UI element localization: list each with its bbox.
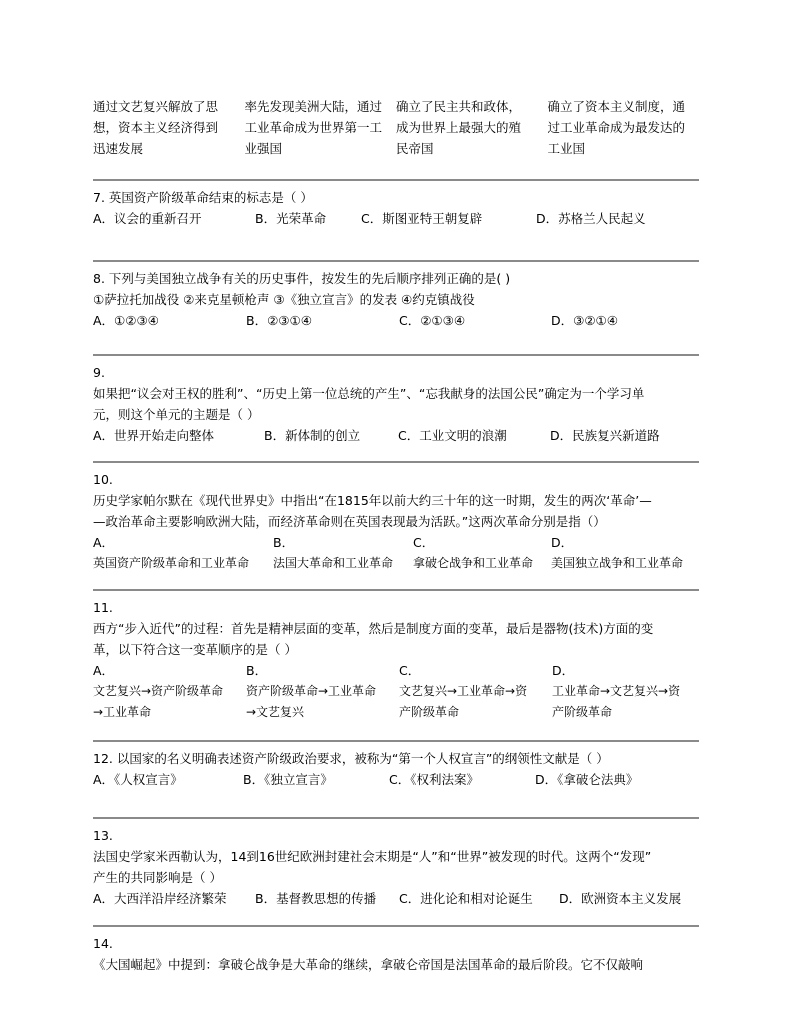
option-b[interactable]: B．新体制的创立 xyxy=(264,428,361,443)
options-row xyxy=(93,681,699,723)
option-line: 文艺复兴→工业革命→资 xyxy=(399,684,528,698)
option-letters-row xyxy=(93,532,699,553)
option-d-letter[interactable]: D． xyxy=(552,663,575,678)
prev-question-options xyxy=(93,96,699,166)
option-d[interactable] xyxy=(552,681,680,723)
option-line: 成为世界上最强大的殖 xyxy=(396,120,522,135)
question-stem-line-2: 元，则这个单元的主题是（ ） xyxy=(93,407,260,422)
option-line: →文艺复兴 xyxy=(246,705,305,719)
option-b[interactable]: B．基督教思想的传播 xyxy=(255,891,377,906)
option-a[interactable]: 英国资产阶级革命和工业革命 xyxy=(93,556,250,570)
option-line: 过工业革命成为最发达的 xyxy=(547,120,686,135)
option-line: 想，资本主义经济得到 xyxy=(93,120,219,135)
options-row xyxy=(93,310,699,331)
option-a[interactable]: A．①②③④ xyxy=(93,313,159,328)
option-a-letter[interactable]: A． xyxy=(93,663,115,678)
option-a[interactable]: A．世界开始走向整体 xyxy=(93,428,215,443)
option-d[interactable]: D．③②①④ xyxy=(551,313,618,328)
options-row xyxy=(93,553,699,574)
option-b[interactable]: 法国大革命和工业革命 xyxy=(273,556,394,570)
option-c[interactable]: C．工业文明的浪潮 xyxy=(398,428,507,443)
option-line: 文艺复兴→资产阶级革命 xyxy=(93,684,224,698)
question-12 xyxy=(93,740,699,800)
question-stem-line-1: 西方“步入近代”的过程：首先是精神层面的变革，然后是制度方面的变革，最后是器物(技术)方面的变 xyxy=(93,621,654,636)
option-letters-row xyxy=(93,660,699,681)
options-row xyxy=(93,208,699,229)
option-d-letter[interactable]: D． xyxy=(551,535,574,550)
option-line: 率先发现美洲大陆，通过 xyxy=(244,99,383,114)
option-b[interactable]: B．《独立宣言》 xyxy=(243,772,333,787)
question-11 xyxy=(93,589,699,723)
question-events: ①萨拉托加战役 ②来克星顿枪声 ③《独立宣言》的发表 ④约克镇战役 xyxy=(93,292,475,307)
question-14 xyxy=(93,925,699,975)
option-line: 迅速发展 xyxy=(93,141,144,156)
option-line: 工业革命→文艺复兴→资 xyxy=(552,684,681,698)
option-c[interactable]: C．进化论和相对论诞生 xyxy=(399,891,533,906)
option-cell-d xyxy=(548,96,700,166)
question-stem-line-2: —政治革命主要影响欧洲大陆，而经济革命则在英国表现最为活跃。”这两次革命分别是指（） xyxy=(93,514,606,529)
question-stem-line-2: 产生的共同影响是（ ） xyxy=(93,870,222,885)
exam-page xyxy=(93,96,699,975)
option-a[interactable]: A．议会的重新召开 xyxy=(93,211,202,226)
option-line: 工业革命成为世界第一工 xyxy=(244,120,383,135)
question-number: 10. xyxy=(93,472,113,487)
option-line: 资产阶级革命→工业革命 xyxy=(246,684,377,698)
option-c[interactable]: C．斯图亚特王朝复辟 xyxy=(361,211,483,226)
question-number: 9. xyxy=(93,365,105,380)
option-d[interactable]: D．苏格兰人民起义 xyxy=(536,211,646,226)
option-line: 产阶级革命 xyxy=(552,705,613,719)
question-7 xyxy=(93,179,699,243)
option-c[interactable]: C．②①③④ xyxy=(399,313,466,328)
question-10 xyxy=(93,461,699,573)
option-a[interactable]: A．大西洋沿岸经济繁荣 xyxy=(93,891,227,906)
options-row xyxy=(93,425,699,446)
option-b[interactable]: B．光荣革命 xyxy=(255,211,327,226)
options-row xyxy=(93,769,699,790)
question-number: 13. xyxy=(93,828,113,843)
question-stem: 8. 下列与美国独立战争有关的历史事件，按发生的先后顺序排列正确的是( ) xyxy=(93,271,511,286)
option-line: →工业革命 xyxy=(93,705,152,719)
question-stem-line-1: 《大国崛起》中提到：拿破仑战争是大革命的继续，拿破仑帝国是法国革命的最后阶段。它不仅敲响 xyxy=(93,957,644,972)
question-stem-line-1: 如果把“议会对王权的胜利”、“历史上第一位总统的产生”、“忘我献身的法国公民”确定为一个学习单 xyxy=(93,386,645,401)
option-a-letter[interactable]: A． xyxy=(93,535,115,550)
option-c-letter[interactable]: C． xyxy=(399,663,421,678)
option-d[interactable]: 美国独立战争和工业革命 xyxy=(551,556,684,570)
option-c-letter[interactable]: C． xyxy=(413,535,435,550)
option-line: 工业国 xyxy=(547,141,586,156)
option-c[interactable]: C．《权利法案》 xyxy=(389,772,479,787)
option-d[interactable]: D．欧洲资本主义发展 xyxy=(559,891,682,906)
option-d[interactable]: D．《拿破仑法典》 xyxy=(535,772,639,787)
option-b-letter[interactable]: B． xyxy=(273,535,295,550)
option-line: 业强国 xyxy=(244,141,283,156)
question-stem-line-2: 革，以下符合这一变革顺序的是（ ） xyxy=(93,642,297,657)
option-cell-b xyxy=(245,96,397,166)
option-a[interactable]: A．《人权宣言》 xyxy=(93,772,183,787)
question-stem: 7. 英国资产阶级革命结束的标志是（ ） xyxy=(93,190,313,205)
option-line: 产阶级革命 xyxy=(399,705,460,719)
question-number: 11. xyxy=(93,600,113,615)
options-row xyxy=(93,888,699,909)
option-d[interactable]: D．民族复兴新道路 xyxy=(550,428,660,443)
option-line: 通过文艺复兴解放了思 xyxy=(93,99,219,114)
option-cell-c xyxy=(396,96,548,166)
option-b-letter[interactable]: B． xyxy=(246,663,268,678)
option-c[interactable]: 拿破仑战争和工业革命 xyxy=(413,556,534,570)
option-a[interactable] xyxy=(93,681,246,723)
question-13 xyxy=(93,817,699,909)
option-cell-a xyxy=(93,96,245,166)
option-line: 确立了民主共和政体， xyxy=(396,99,522,114)
option-c[interactable] xyxy=(399,681,552,723)
option-line: 确立了资本主义制度，通 xyxy=(547,99,686,114)
question-9 xyxy=(93,354,699,446)
question-stem: 12. 以国家的名义明确表述资产阶级政治要求，被称为“第一个人权宣言”的纲领性文献是（ ） xyxy=(93,751,609,766)
option-line: 民帝国 xyxy=(396,141,434,156)
question-stem-line-1: 法国史学家米西勒认为，14到16世纪欧洲封建社会末期是“人”和“世界”被发现的时代。这两个“发现” xyxy=(93,849,652,864)
option-b[interactable]: B．②③①④ xyxy=(246,313,312,328)
question-8 xyxy=(93,260,699,338)
option-b[interactable] xyxy=(246,681,399,723)
question-stem-line-1: 历史学家帕尔默在《现代世界史》中指出“在1815年以前大约三十年的这一时期，发生的两次‘革命’— xyxy=(93,493,652,508)
question-number: 14. xyxy=(93,936,113,951)
